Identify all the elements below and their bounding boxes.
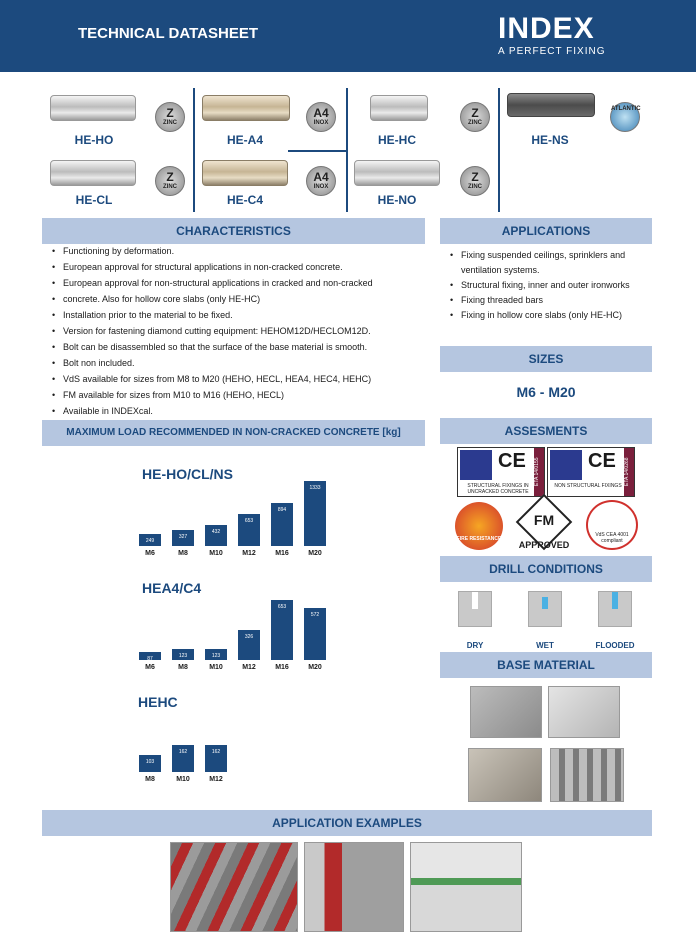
list-item: • Fixing suspended ceilings, sprinklers and ventilation systems. <box>450 248 650 278</box>
list-item: • FM available for sizes from M10 to M16 (HEHO, HECL) <box>52 387 422 403</box>
data-label: 103 <box>145 759 155 765</box>
product-label-he-c4: HE-C4 <box>226 193 263 207</box>
chart-bar <box>238 514 260 546</box>
fm-approved-icon: FM APPROVED <box>512 500 576 552</box>
drill-label-wet: WET <box>536 641 554 650</box>
anchor-image-he-hc <box>370 95 428 121</box>
chart-bar <box>271 600 293 660</box>
data-label: 249 <box>145 538 155 544</box>
chart-title: HEA4/C4 <box>142 580 202 596</box>
list-item: • Fixing threaded bars <box>450 293 650 308</box>
x-tick-label: M8 <box>145 776 155 783</box>
list-item: • Fixing in hollow core slabs (only HE-HC) <box>450 308 650 323</box>
chart-bar <box>205 525 227 546</box>
list-item: • Structural fixing, inner and outer ironworks <box>450 278 650 293</box>
anchor-image-he-no <box>354 160 440 186</box>
data-label: 162 <box>211 749 221 755</box>
chart-bar <box>172 649 194 660</box>
list-item: • VdS available for sizes from M8 to M20 (HEHO, HECL, HEA4, HEC4, HEHC) <box>52 371 422 387</box>
x-tick-label: M8 <box>178 664 188 671</box>
chart-title: HEHC <box>138 694 178 710</box>
eta-code: ETA 14/0155 <box>534 448 544 496</box>
anchor-image-he-ho <box>50 95 136 121</box>
x-tick-label: M12 <box>242 550 256 557</box>
eu-flag-icon <box>550 450 582 480</box>
zinc-badge-icon: Z ZINC <box>155 102 185 132</box>
eta-code: ETA 14/0268 <box>624 448 634 496</box>
drill-label-dry: DRY <box>466 641 484 650</box>
fire-resistance-icon: FIRE RESISTANCE <box>455 502 503 550</box>
product-label-he-no: HE-NO <box>377 193 417 207</box>
x-tick-label: M20 <box>308 664 322 671</box>
applications-list <box>450 248 650 323</box>
ce-mark: CE <box>498 450 526 472</box>
data-label: 572 <box>310 612 320 618</box>
characteristics-list <box>52 243 422 419</box>
header-banner <box>0 0 696 72</box>
list-item: • Installation prior to the material to be fixed. <box>52 307 422 323</box>
chart-title: HE-HO/CL/NS <box>142 466 233 482</box>
list-item: • Bolt non included. <box>52 355 422 371</box>
anchor-image-he-ns <box>507 93 595 117</box>
x-tick-label: M8 <box>178 550 188 557</box>
divider <box>193 88 195 212</box>
divider <box>498 88 500 212</box>
vds-certification-icon: VdS CEA 4001 compliant <box>586 500 638 550</box>
data-label: 894 <box>277 507 287 513</box>
chart-bar <box>139 652 161 660</box>
chart-bar <box>271 503 293 546</box>
product-label-he-cl: HE-CL <box>75 193 113 207</box>
cert-text: NON STRUCTURAL FIXINGS <box>554 483 622 489</box>
chart-bar <box>172 530 194 546</box>
chart-bar <box>238 630 260 660</box>
list-item: • Bolt can be disassembled so that the surface of the base material is smooth. <box>52 339 422 355</box>
list-item: • European approval for non-structural applications in cracked and non-cracked <box>52 275 422 291</box>
brand-tagline: A PERFECT FIXING <box>498 46 606 57</box>
product-label-he-a4: HE-A4 <box>226 133 263 147</box>
x-tick-label: M10 <box>209 664 223 671</box>
data-label: 326 <box>244 634 254 640</box>
list-item: • concrete. Also for hollow core slabs (only HE-HC) <box>52 291 422 307</box>
load-chart-heading: MAXIMUM LOAD RECOMMENDED IN NON-CRACKED CONCRETE [kg] <box>42 420 425 446</box>
load-chart-hehc <box>135 726 245 783</box>
zinc-badge-icon: Z ZINC <box>460 102 490 132</box>
data-label: 327 <box>178 534 188 540</box>
data-label: 653 <box>244 518 254 524</box>
drill-dry-icon <box>458 591 492 627</box>
a4-inox-badge-icon: A4 INOX <box>306 166 336 196</box>
anchor-image-he-c4 <box>202 160 288 186</box>
data-label: 653 <box>277 604 287 610</box>
data-label: 87 <box>147 656 153 662</box>
cert-text: STRUCTURAL FIXINGS IN UNCRACKED CONCRETE <box>467 483 529 495</box>
x-tick-label: M10 <box>209 550 223 557</box>
drill-label-flooded: FLOODED <box>595 641 635 650</box>
x-tick-label: M12 <box>242 664 256 671</box>
drill-wet-icon <box>528 591 562 627</box>
chart-bar <box>304 608 326 660</box>
base-material-heading: BASE MATERIAL <box>440 652 652 678</box>
anchor-image-he-cl <box>50 160 136 186</box>
brand-logo: INDEX <box>498 12 595 45</box>
load-chart-he-ho <box>135 478 335 557</box>
concrete-block-image <box>470 686 542 738</box>
chart-bar <box>205 649 227 660</box>
chart-bar <box>205 745 227 772</box>
divider <box>288 150 348 152</box>
product-label-he-hc: HE-HC <box>378 133 416 147</box>
sizes-heading: SIZES <box>440 346 652 372</box>
list-item: • Version for fastening diamond cutting equipment: HEHOM12D/HECLOM12D. <box>52 323 422 339</box>
data-label: 123 <box>178 653 188 659</box>
x-tick-label: M16 <box>275 550 289 557</box>
a4-inox-badge-icon: A4 INOX <box>306 102 336 132</box>
chart-bar <box>139 755 161 772</box>
zinc-badge-icon: Z ZINC <box>155 166 185 196</box>
application-examples-heading: APPLICATION EXAMPLES <box>42 810 652 836</box>
anchor-image-he-a4 <box>202 95 290 121</box>
list-item: • European approval for structural applications in non-cracked concrete. <box>52 259 422 275</box>
list-item: • Available in INDEXcal. <box>52 403 422 419</box>
product-label-he-ns: HE-NS <box>531 133 569 147</box>
atlantic-badge-icon: ATLANTIC <box>610 102 640 132</box>
chart-bar <box>172 745 194 772</box>
characteristics-heading: CHARACTERISTICS <box>42 218 425 244</box>
x-tick-label: M16 <box>275 664 289 671</box>
data-label: 123 <box>211 653 221 659</box>
cracked-concrete-image <box>548 686 620 738</box>
ce-mark: CE <box>588 450 616 472</box>
drill-conditions-heading: DRILL CONDITIONS <box>440 556 652 582</box>
applications-heading: APPLICATIONS <box>440 218 652 244</box>
assessments-heading: ASSESMENTS <box>440 418 652 444</box>
x-tick-label: M20 <box>308 550 322 557</box>
data-label: 1333 <box>309 485 321 491</box>
x-tick-label: M6 <box>145 550 155 557</box>
ce-nonstructural-certificate <box>547 447 635 497</box>
ce-structural-certificate <box>457 447 545 497</box>
ceiling-installation-photo <box>410 842 522 932</box>
data-label: 162 <box>178 749 188 755</box>
sizes-value: M6 - M20 <box>516 384 576 400</box>
list-item: • Functioning by deformation. <box>52 243 422 259</box>
load-chart-hea4 <box>135 596 335 671</box>
hollow-core-slab-image <box>550 748 624 802</box>
eu-flag-icon <box>460 450 492 480</box>
concrete-wall-image <box>468 748 542 802</box>
x-tick-label: M12 <box>209 776 223 783</box>
zinc-badge-icon: Z ZINC <box>460 166 490 196</box>
document-title: TECHNICAL DATASHEET <box>78 25 258 42</box>
chart-bar <box>139 534 161 546</box>
drill-flooded-icon <box>598 591 632 627</box>
x-tick-label: M10 <box>176 776 190 783</box>
x-tick-label: M6 <box>145 664 155 671</box>
data-label: 432 <box>211 529 221 535</box>
product-label-he-ho: HE-HO <box>74 133 114 147</box>
sprinkler-pipes-photo <box>170 842 298 932</box>
chart-bar <box>304 481 326 546</box>
plant-room-photo <box>304 842 404 932</box>
